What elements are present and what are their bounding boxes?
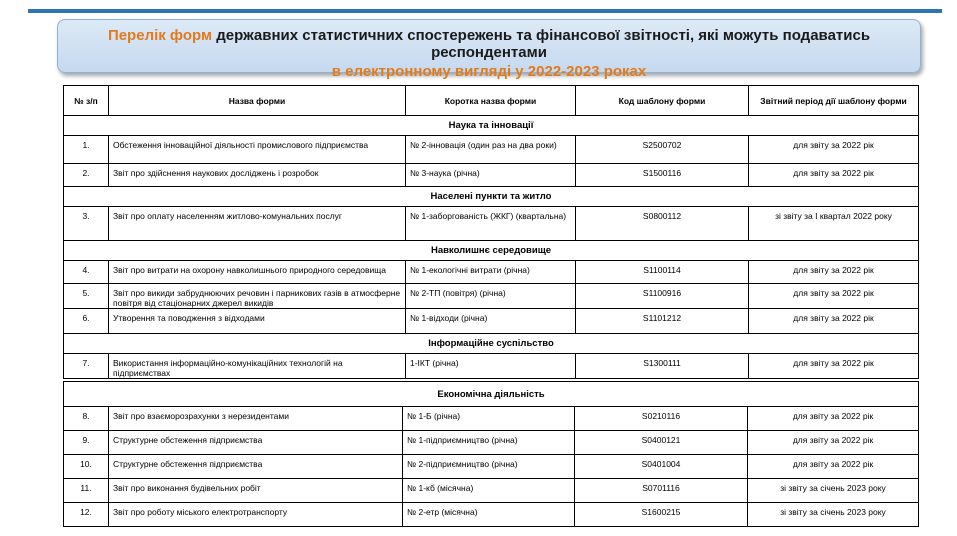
form-name: Звіт про витрати на охорону навколишнього природного середовища [109, 261, 406, 284]
form-name: Використання інформаційно-комунікаційних технологій на підприємствах [109, 354, 406, 379]
form-name: Звіт про роботу міського електротранспорту [109, 503, 403, 527]
form-name: Утворення та поводження з відходами [109, 309, 406, 334]
form-period: для звіту за 2022 рік [749, 284, 919, 309]
form-short-name: № 1-заборгованість (ЖКГ) (квартальна) [406, 207, 576, 241]
section-row [64, 241, 919, 261]
form-code: S1500116 [576, 164, 749, 187]
form-short-name: № 2-підприємництво (річна) [403, 455, 575, 479]
section-row [64, 116, 919, 136]
table-row [64, 479, 919, 503]
row-number: 6. [64, 309, 109, 334]
form-short-name: № 1-Б (річна) [403, 407, 575, 431]
form-short-name: № 1-кб (місячна) [403, 479, 575, 503]
row-number: 5. [64, 284, 109, 309]
row-number: 9. [64, 431, 109, 455]
row-number: 1. [64, 136, 109, 164]
form-code: S2500702 [576, 136, 749, 164]
form-name: Звіт про виконання будівельних робіт [109, 479, 403, 503]
form-name: Звіт про здійснення наукових досліджень і розробок [109, 164, 406, 187]
form-short-name: 1-ІКТ (річна) [406, 354, 576, 379]
form-name: Структурне обстеження підприємства [109, 431, 403, 455]
form-code: S0701116 [575, 479, 748, 503]
row-number: 8. [64, 407, 109, 431]
title-box [57, 19, 921, 80]
header-period: Звітний період дії шаблону форми [749, 86, 919, 116]
forms-table-1 [63, 85, 919, 379]
table-row [64, 136, 919, 164]
section-row [64, 382, 919, 407]
row-number: 4. [64, 261, 109, 284]
header-num: № з/п [64, 86, 109, 116]
form-name: Обстеження інноваційної діяльності промислового підприємства [109, 136, 406, 164]
header-short: Коротка назва форми [406, 86, 576, 116]
header-name: Назва форми [109, 86, 406, 116]
form-short-name: № 1-підприємництво (річна) [403, 431, 575, 455]
form-short-name: № 2-етр (місячна) [403, 503, 575, 527]
forms-table-2 [63, 381, 919, 527]
section-title: Наука та інновації [64, 116, 919, 136]
form-period: зі звіту за I квартал 2022 року [749, 207, 919, 241]
row-number: 3. [64, 207, 109, 241]
section-title: Інформаційне суспільство [64, 334, 919, 354]
form-period: для звіту за 2022 рік [748, 407, 919, 431]
form-period: для звіту за 2022 рік [749, 136, 919, 164]
table-row [64, 309, 919, 334]
form-period: для звіту за 2022 рік [749, 261, 919, 284]
table-row [64, 431, 919, 455]
table-row [64, 284, 919, 309]
form-short-name: № 1-екологічні витрати (річна) [406, 261, 576, 284]
form-period: для звіту за 2022 рік [749, 354, 919, 379]
row-number: 10. [64, 455, 109, 479]
row-number: 2. [64, 164, 109, 187]
form-code: S1100114 [576, 261, 749, 284]
form-period: для звіту за 2022 рік [749, 164, 919, 187]
table-row [64, 354, 919, 379]
title-rest: державних статистичних спостережень та фінансової звітності, які можуть подаватись респондентами [212, 27, 871, 61]
header-row [64, 86, 919, 116]
form-code: S1600215 [575, 503, 748, 527]
form-code: S1101212 [576, 309, 749, 334]
form-name: Структурне обстеження підприємства [109, 455, 403, 479]
form-short-name: № 3-наука (річна) [406, 164, 576, 187]
table-row [64, 261, 919, 284]
form-code: S1100916 [576, 284, 749, 309]
form-short-name: № 2-ТП (повітря) (річна) [406, 284, 576, 309]
form-period: для звіту за 2022 рік [748, 455, 919, 479]
section-title: Населені пункти та житло [64, 187, 919, 207]
form-code: S0401004 [575, 455, 748, 479]
form-code: S0210116 [575, 407, 748, 431]
table-row [64, 503, 919, 527]
title-accent: Перелік форм [107, 27, 213, 44]
section-row [64, 187, 919, 207]
form-period: зі звіту за січень 2023 року [748, 479, 919, 503]
form-name: Звіт про оплату населенням житлово-комунальних послуг [109, 207, 406, 241]
form-code: S1300111 [576, 354, 749, 379]
form-code: S0800112 [576, 207, 749, 241]
form-name: Звіт про викиди забруднюючих речовин і парникових газів в атмосферне повітря від стаціонарних джерел викидів [109, 284, 406, 309]
section-row [64, 334, 919, 354]
top-accent-bar [28, 9, 942, 13]
page-title [58, 27, 920, 61]
table-row [64, 407, 919, 431]
form-name: Звіт про взаєморозрахунки з нерезидентами [109, 407, 403, 431]
page-subtitle: в електронному вигляді у 2022-2023 роках [331, 63, 647, 80]
header-code: Код шаблону форми [576, 86, 749, 116]
form-period: для звіту за 2022 рік [749, 309, 919, 334]
row-number: 12. [64, 503, 109, 527]
form-short-name: № 2-інновація (один раз на два роки) [406, 136, 576, 164]
form-period: для звіту за 2022 рік [748, 431, 919, 455]
form-period: зі звіту за січень 2023 року [748, 503, 919, 527]
row-number: 11. [64, 479, 109, 503]
form-code: S0400121 [575, 431, 748, 455]
row-number: 7. [64, 354, 109, 379]
table-row [64, 207, 919, 241]
section-title: Навколишнє середовище [64, 241, 919, 261]
form-short-name: № 1-відходи (річна) [406, 309, 576, 334]
table-row [64, 455, 919, 479]
section-title: Економічна діяльність [64, 382, 919, 407]
table-row [64, 164, 919, 187]
